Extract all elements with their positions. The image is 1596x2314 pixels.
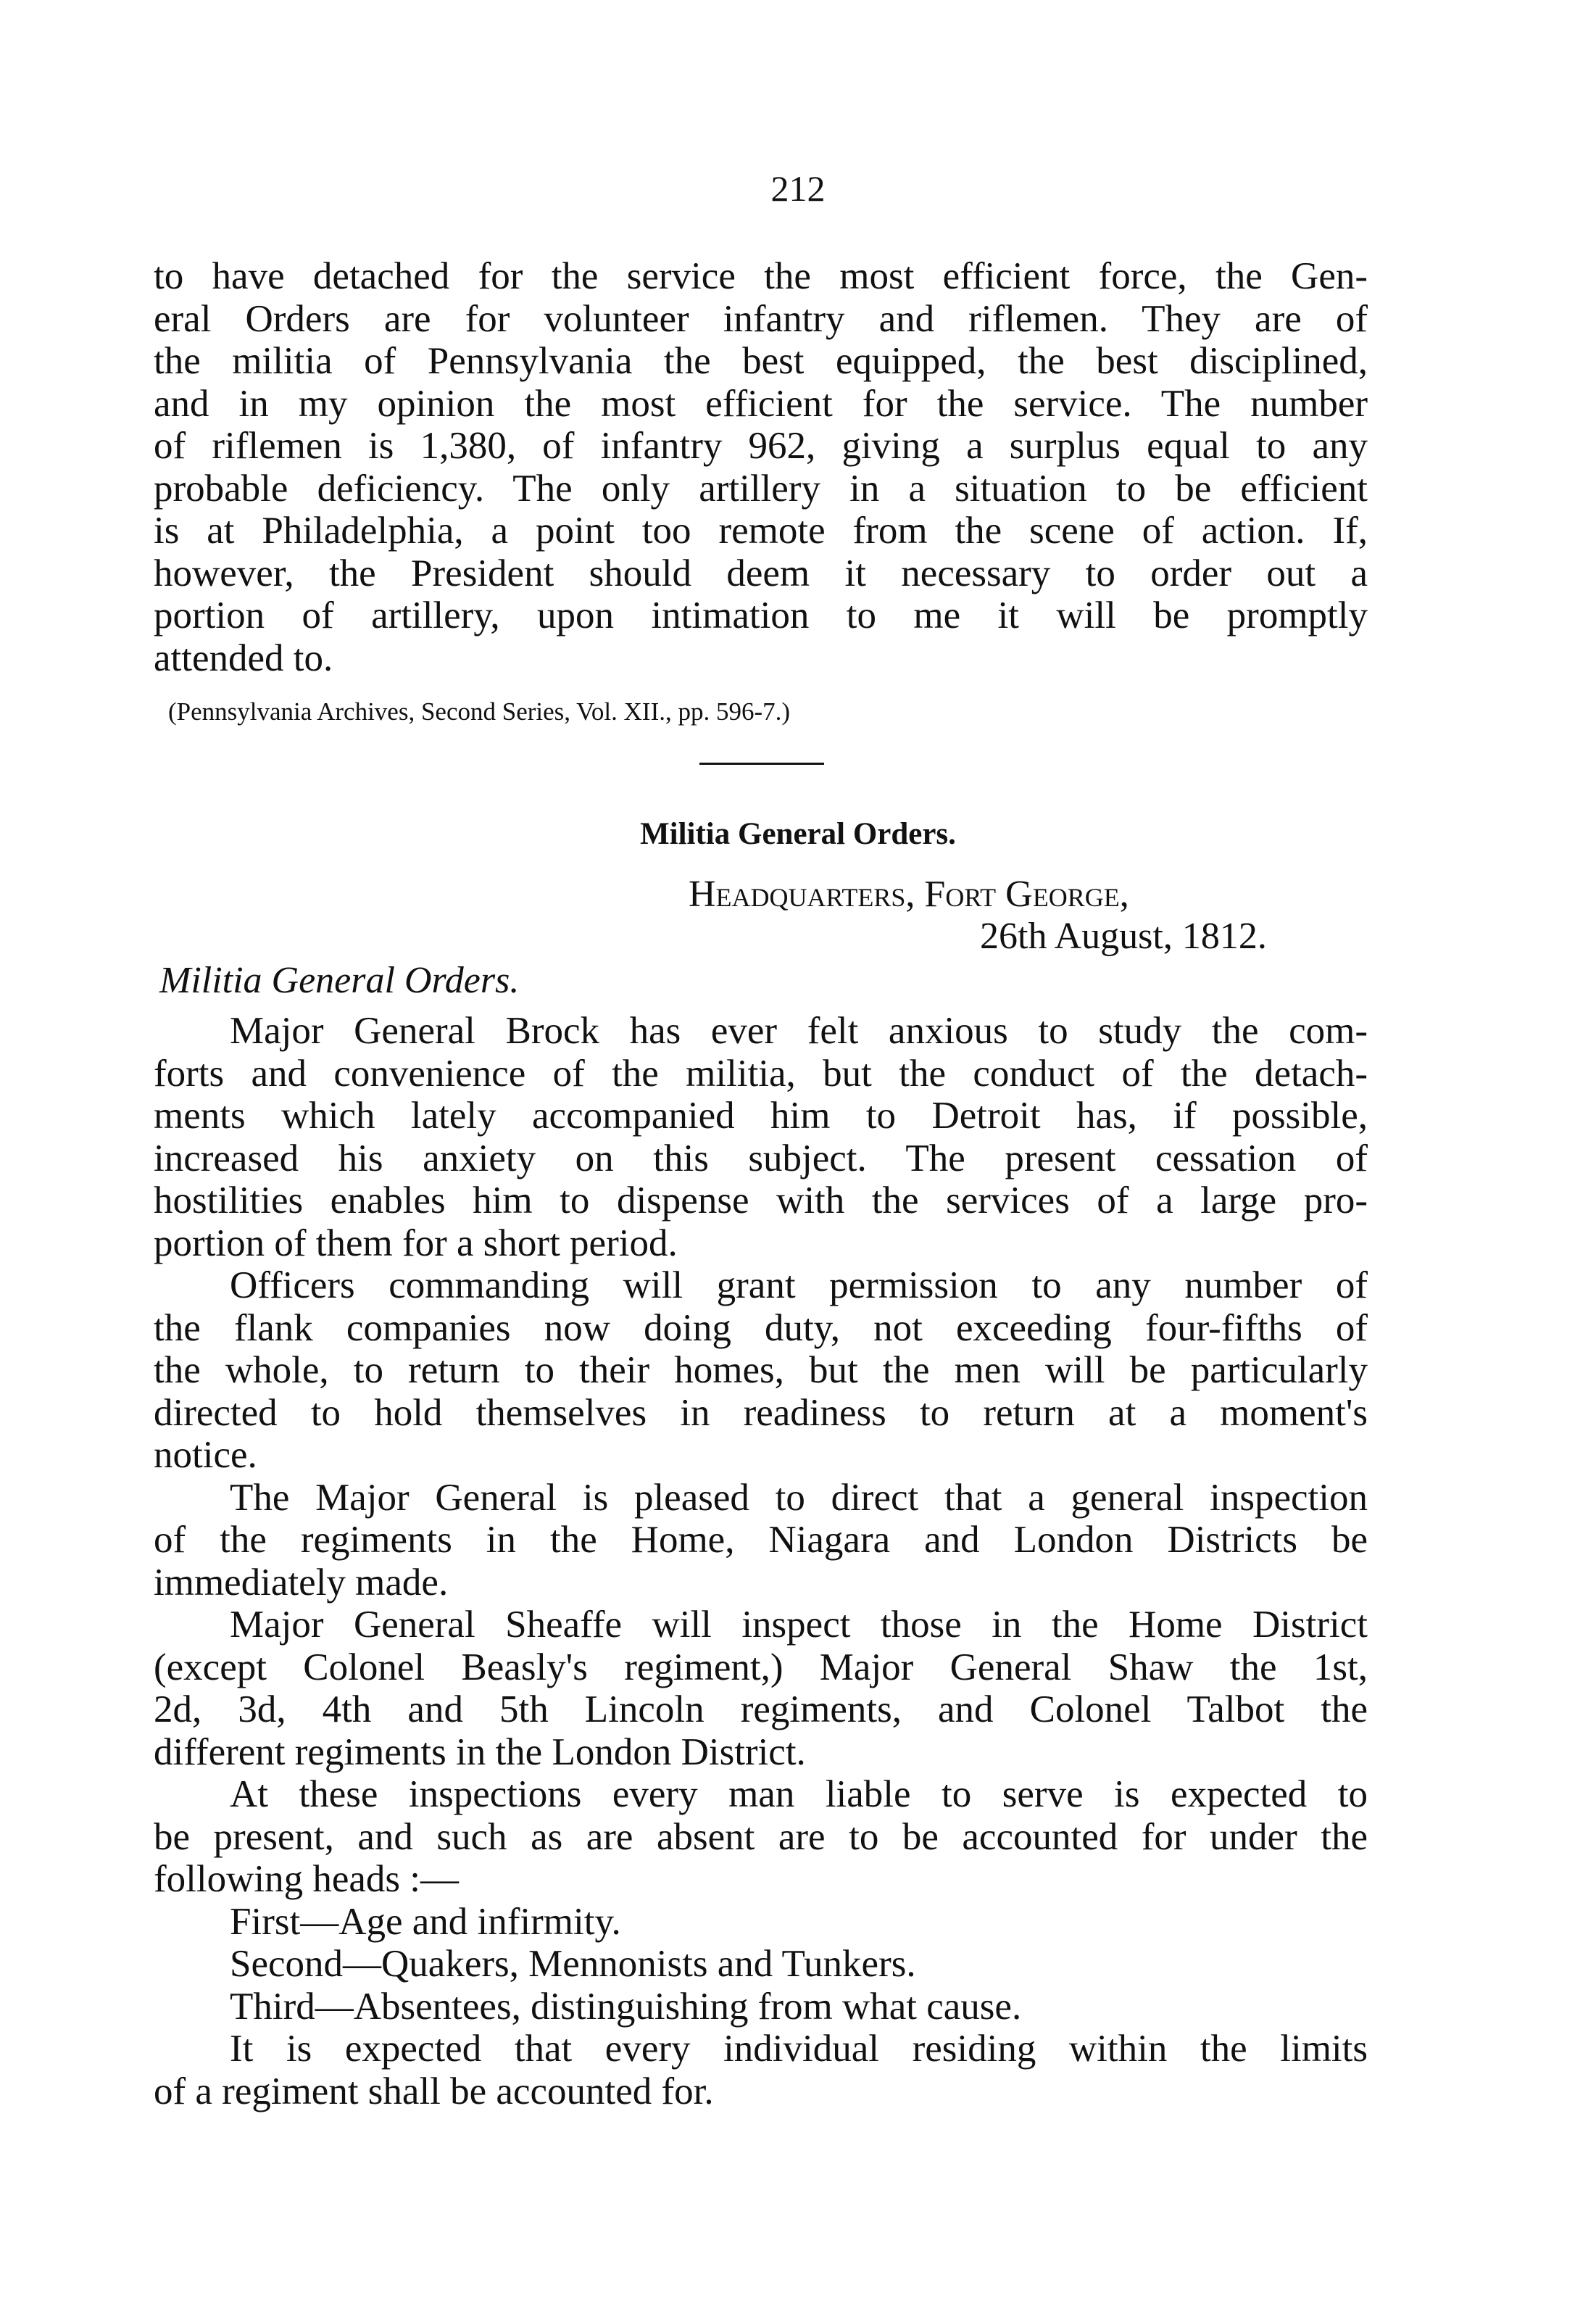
text-line: Officers commanding will grant permission to any number of	[230, 1264, 1368, 1306]
text-line: portion of artillery, upon intimation to me it will be promptly	[154, 594, 1368, 636]
text-line: different regiments in the London District.	[154, 1730, 806, 1773]
text-line: eral Orders are for volunteer infantry and riflemen. They are of	[154, 297, 1368, 340]
source-citation: (Pennsylvania Archives, Second Series, Vol. XII., pp. 596-7.)	[168, 697, 791, 726]
text-line: to have detached for the service the most efficient force, the Gen-	[154, 255, 1368, 297]
text-line: notice.	[154, 1434, 257, 1476]
text-line: and in my opinion the most efficient for the service. The number	[154, 382, 1368, 425]
text-line: be present, and such as are absent are to be accounted for under the	[154, 1815, 1368, 1858]
text-line: portion of them for a short period.	[154, 1222, 678, 1264]
text-line: probable deficiency. The only artillery in a situation to be efficient	[154, 467, 1368, 510]
section-title: Militia General Orders.	[640, 817, 956, 851]
letter-excerpt	[154, 255, 1368, 679]
text-line: The Major General is pleased to direct that a general inspection	[230, 1476, 1368, 1519]
text-line: the militia of Pennsylvania the best equipped, the best disciplined,	[154, 340, 1368, 382]
text-line: 2d, 3d, 4th and 5th Lincoln regiments, and Colonel Talbot the	[154, 1688, 1368, 1730]
text-line: of the regiments in the Home, Niagara and London Districts be	[154, 1519, 1368, 1561]
general-orders-body	[154, 1010, 1368, 2112]
text-line: Major General Brock has ever felt anxious to study the com-	[230, 1010, 1368, 1052]
text-line: immediately made.	[154, 1561, 449, 1604]
text-line: forts and convenience of the militia, but the conduct of the detach-	[154, 1052, 1368, 1095]
headquarters-line: Headquarters, Fort George,	[689, 874, 1129, 915]
text-line: however, the President should deem it necessary to order out a	[154, 552, 1368, 594]
text-line: of riflemen is 1,380, of infantry 962, giving a surplus equal to any	[154, 425, 1368, 467]
list-item: First—Age and infirmity.	[230, 1900, 621, 1943]
list-item: Third—Absentees, distinguishing from what cause.	[230, 1985, 1022, 2028]
dateline: 26th August, 1812.	[980, 916, 1267, 957]
text-line: hostilities enables him to dispense with the services of a large pro-	[154, 1179, 1368, 1222]
text-line: ments which lately accompanied him to Detroit has, if possible,	[154, 1095, 1368, 1137]
text-line: It is expected that every individual residing within the limits	[230, 2028, 1368, 2070]
text-line: of a regiment shall be accounted for.	[154, 2070, 714, 2112]
text-line: increased his anxiety on this subject. The present cessation of	[154, 1137, 1368, 1179]
text-line: attended to.	[154, 636, 333, 679]
text-line: the flank companies now doing duty, not exceeding four-fifths of	[154, 1306, 1368, 1349]
list-item: Second—Quakers, Mennonists and Tunkers.	[230, 1943, 916, 1985]
text-line: Major General Sheaffe will inspect those in the Home District	[230, 1604, 1368, 1646]
page-number: 212	[770, 168, 826, 209]
text-line: At these inspections every man liable to serve is expected to	[230, 1773, 1368, 1815]
text-line: is at Philadelphia, a point too remote from the scene of action. If,	[154, 510, 1368, 552]
orders-heading: Militia General Orders.	[159, 960, 520, 1001]
text-line: the whole, to return to their homes, but the men will be particularly	[154, 1349, 1368, 1391]
text-line: (except Colonel Beasly's regiment,) Major General Shaw the 1st,	[154, 1646, 1368, 1688]
text-line: following heads :—	[154, 1858, 459, 1900]
text-line: directed to hold themselves in readiness to return at a moment's	[154, 1391, 1368, 1434]
section-divider	[699, 763, 824, 765]
